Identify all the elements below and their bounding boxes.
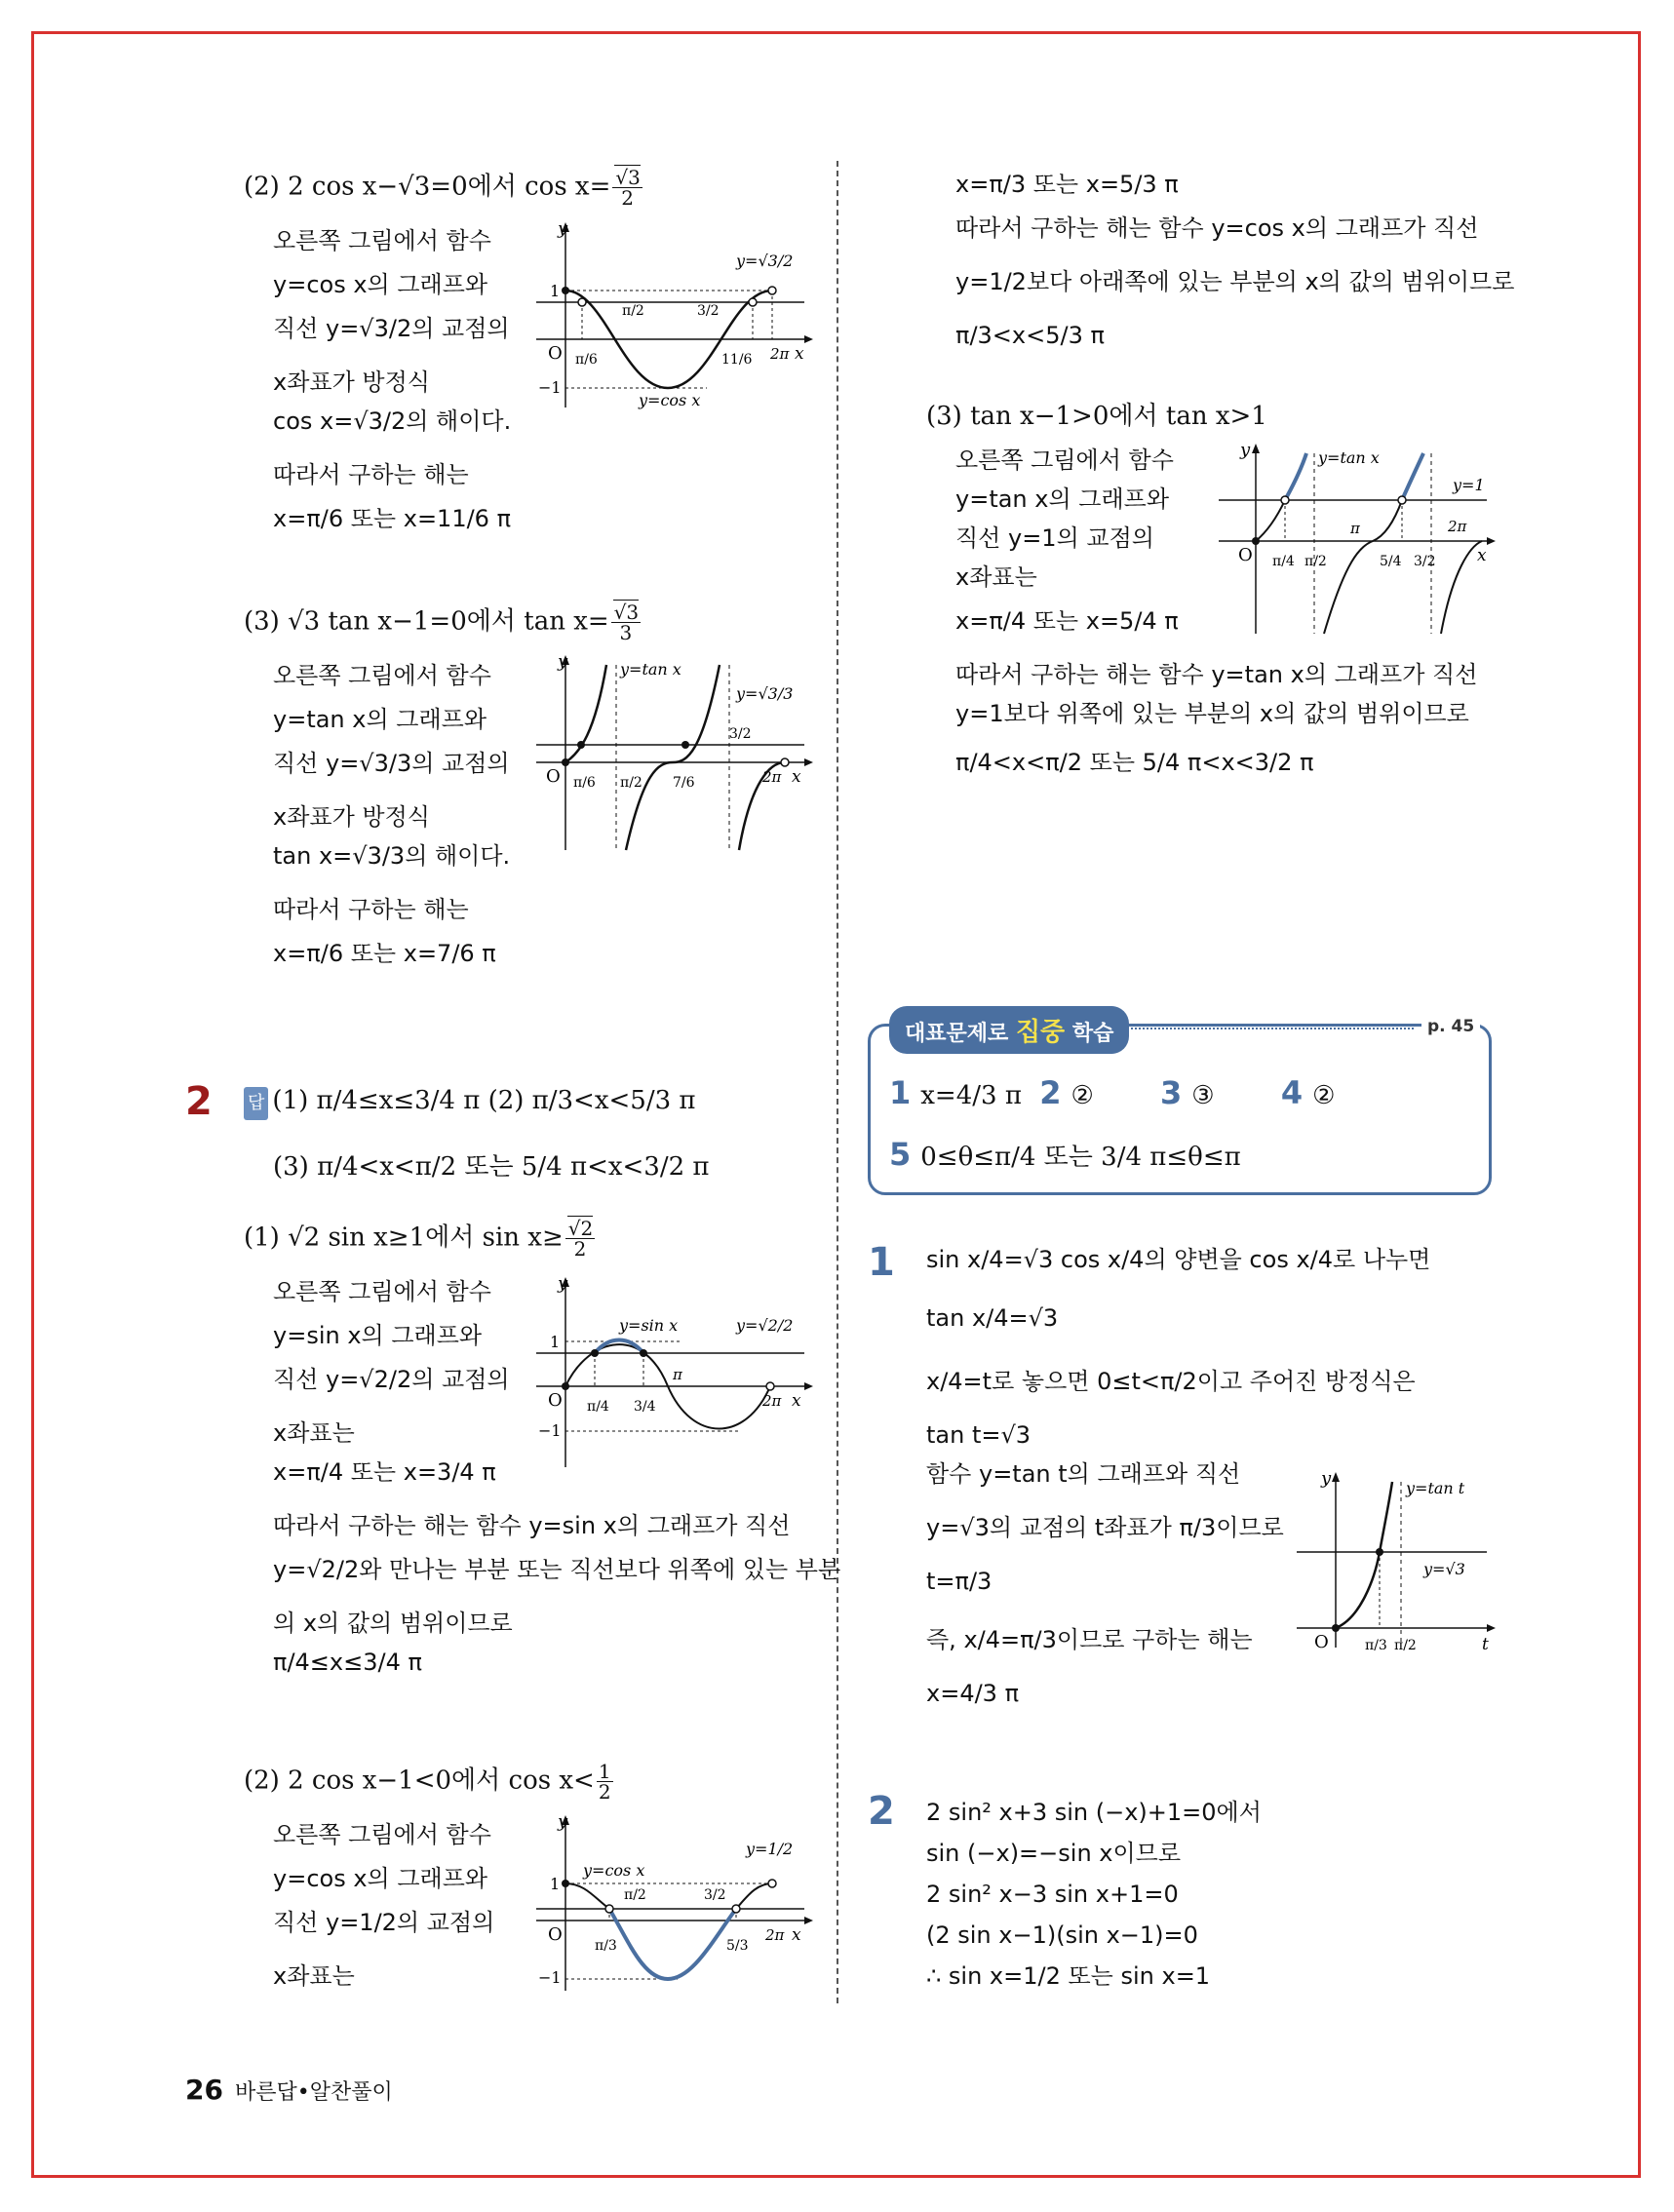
svg-text:π/4: π/4: [1272, 554, 1295, 569]
svg-text:O: O: [546, 766, 561, 787]
text-line: 오른쪽 그림에서 함수: [273, 662, 491, 689]
svg-text:2π: 2π: [762, 768, 782, 786]
solution-1-number: 1: [868, 1240, 895, 1285]
text-line: π/4≤x≤3/4 π: [273, 1649, 422, 1676]
text-line: tan t=√3: [926, 1421, 1032, 1449]
svg-text:3/4: 3/4: [634, 1399, 656, 1415]
text-line: y=√3의 교점의 t좌표가 π/3이므로: [926, 1514, 1284, 1541]
svg-text:11/6: 11/6: [721, 352, 753, 368]
svg-text:−1: −1: [538, 378, 562, 397]
svg-text:x: x: [792, 1391, 801, 1411]
text-line: y=√2/2와 만나는 부분 또는 직선보다 위쪽에 있는 부분: [273, 1556, 841, 1583]
svg-text:−1: −1: [538, 1421, 562, 1440]
svg-text:1: 1: [550, 282, 561, 300]
text-line: sin (−x)=−sin x이므로: [926, 1840, 1182, 1867]
svg-text:O: O: [548, 1924, 563, 1945]
text-line: 따라서 구하는 해는 함수 y=tan x의 그래프가 직선: [955, 661, 1478, 688]
svg-text:π/2: π/2: [624, 1887, 646, 1903]
text-line: x=π/4 또는 x=3/4 π: [273, 1458, 496, 1486]
svg-text:y: y: [1321, 1472, 1332, 1489]
svg-text:2π: 2π: [770, 345, 790, 363]
svg-text:y=√2/2: y=√2/2: [736, 1316, 794, 1335]
box-row2: 5 0≤θ≤π/4 또는 3/4 π≤θ≤π: [889, 1136, 1241, 1173]
svg-text:3/2: 3/2: [697, 303, 720, 319]
text-line: 함수 y=tan t의 그래프와 직선: [926, 1460, 1241, 1488]
text-line: 직선 y=√2/2의 교점의: [273, 1366, 510, 1393]
svg-text:π/2: π/2: [622, 303, 644, 319]
svg-text:x: x: [1477, 546, 1487, 565]
right-p3-head: (3) tan x−1>0에서 tan x>1: [926, 402, 1267, 431]
text-line: x좌표는: [955, 563, 1037, 591]
text-line: (2 sin x−1)(sin x−1)=0: [926, 1921, 1198, 1949]
text-line: y=tan x의 그래프와: [955, 485, 1170, 513]
svg-text:−1: −1: [538, 1968, 562, 1987]
svg-text:t: t: [1482, 1635, 1489, 1652]
svg-text:x: x: [792, 767, 801, 787]
svg-text:5/3: 5/3: [726, 1938, 749, 1954]
svg-text:2π: 2π: [765, 1926, 785, 1944]
text-line: x좌표는: [273, 1962, 355, 1990]
left-p3-head: (3) √3 tan x−1=0에서 tan x= $\frac{√3}{3}$: [244, 601, 640, 644]
text-line: π/3<x<5/3 π: [955, 322, 1105, 349]
text-line: 오른쪽 그림에서 함수: [273, 1821, 491, 1848]
cos-graph-2: [536, 1815, 819, 1996]
svg-text:y=sin x: y=sin x: [619, 1316, 679, 1335]
svg-text:O: O: [548, 1390, 563, 1411]
text-line: 오른쪽 그림에서 함수: [273, 227, 491, 254]
answer-badge: 답: [244, 1087, 268, 1120]
left-p2-head: (2) 2 cos x−√3=0에서 cos x= $\frac{√3}{2}$: [244, 166, 641, 210]
svg-text:y=1: y=1: [1453, 476, 1485, 494]
q2-answer-line2: (3) π/4<x<π/2 또는 5/4 π<x<3/2 π: [273, 1152, 710, 1182]
q2-2-head: (2) 2 cos x−1<0에서 cos x< $\frac{1}{2}$: [244, 1760, 611, 1804]
q2-1-head: (1) √2 sin x≥1에서 sin x≥ $\frac{√2}{2}$: [244, 1217, 594, 1261]
text-line: y=1/2보다 아래쪽에 있는 부분의 x의 값의 범위이므로: [955, 268, 1515, 295]
tan-graph-2: [1219, 444, 1501, 639]
svg-text:y: y: [1240, 444, 1251, 460]
text-line: x/4=t로 놓으면 0≤t<π/2이고 주어진 방정식은: [926, 1368, 1416, 1395]
text-line: y=cos x의 그래프와: [273, 1865, 488, 1892]
text-line: 따라서 구하는 해는: [273, 896, 469, 923]
text-line: 즉, x/4=π/3이므로 구하는 해는: [926, 1626, 1253, 1653]
text-line: x=4/3 π: [926, 1680, 1020, 1707]
text-line: 따라서 구하는 해는 함수 y=sin x의 그래프가 직선: [273, 1512, 791, 1539]
text-line: y=1보다 위쪽에 있는 부분의 x의 값의 범위이므로: [955, 700, 1469, 727]
sin-graph-1: [536, 1277, 819, 1472]
text-line: ∴ sin x=1/2 또는 sin x=1: [926, 1962, 1211, 1990]
svg-text:π: π: [673, 1366, 682, 1383]
svg-text:3/2: 3/2: [729, 726, 752, 742]
tan-t-graph: [1297, 1472, 1501, 1652]
svg-text:x: x: [795, 344, 804, 364]
svg-text:y=√3: y=√3: [1423, 1560, 1465, 1578]
svg-text:y=tan t: y=tan t: [1406, 1479, 1465, 1497]
svg-text:y=1/2: y=1/2: [746, 1840, 794, 1858]
svg-text:1: 1: [550, 1333, 561, 1351]
svg-text:π/3: π/3: [1365, 1638, 1387, 1652]
text-line: tan x=√3/3의 해이다.: [273, 842, 511, 870]
box-title-dots: [1092, 1028, 1414, 1029]
box-page-ref: p. 45: [1421, 1017, 1480, 1036]
svg-text:π/4: π/4: [587, 1399, 609, 1415]
svg-text:5/4: 5/4: [1380, 554, 1402, 569]
solution-2-number: 2: [868, 1789, 895, 1834]
q2-answer-line1: 답 (1) π/4≤x≤3/4 π (2) π/3<x<5/3 π: [244, 1084, 695, 1120]
text-line: y=tan x의 그래프와: [273, 706, 487, 733]
cos-graph-1: [536, 222, 819, 412]
svg-text:y=cos x: y=cos x: [583, 1861, 645, 1880]
text-line: x좌표가 방정식: [273, 803, 430, 831]
svg-text:y=√3/3: y=√3/3: [736, 684, 794, 703]
svg-text:y: y: [558, 655, 568, 672]
svg-text:π/2: π/2: [1304, 554, 1327, 569]
svg-text:π: π: [1350, 520, 1360, 537]
svg-text:y: y: [558, 1277, 568, 1294]
text-line: cos x=√3/2의 해이다.: [273, 407, 512, 435]
text-line: x=π/4 또는 x=5/4 π: [955, 607, 1179, 635]
svg-text:O: O: [1238, 545, 1253, 565]
text-line: x=π/6 또는 x=7/6 π: [273, 940, 496, 967]
text-line: 2 sin² x−3 sin x+1=0: [926, 1881, 1179, 1908]
text-line: π/4<x<π/2 또는 5/4 π<x<3/2 π: [955, 749, 1314, 776]
svg-text:2π: 2π: [1448, 518, 1467, 535]
text-line: x=π/3 또는 x=5/3 π: [955, 171, 1179, 198]
svg-text:y: y: [558, 222, 568, 239]
column-divider: [837, 161, 838, 2003]
svg-text:O: O: [1314, 1632, 1329, 1652]
text-line: 따라서 구하는 해는 함수 y=cos x의 그래프가 직선: [955, 214, 1479, 242]
text-line: sin x/4=√3 cos x/4의 양변을 cos x/4로 나누면: [926, 1246, 1431, 1273]
text-line: y=cos x의 그래프와: [273, 271, 488, 298]
text-line: 의 x의 값의 범위이므로: [273, 1610, 513, 1637]
text-line: 직선 y=√3/2의 교점의: [273, 315, 510, 342]
svg-text:3/2: 3/2: [1414, 554, 1436, 569]
svg-text:x: x: [792, 1925, 801, 1945]
text-line: t=π/3: [926, 1568, 993, 1595]
text-line: 직선 y=1의 교점의: [955, 524, 1154, 552]
text-line: x좌표가 방정식: [273, 369, 430, 396]
text-line: 오른쪽 그림에서 함수: [955, 446, 1174, 474]
svg-text:π/2: π/2: [1394, 1638, 1417, 1652]
svg-text:y=cos x: y=cos x: [639, 391, 701, 409]
question-2-number: 2: [185, 1079, 213, 1124]
svg-text:π/2: π/2: [620, 775, 642, 791]
text-line: y=sin x의 그래프와: [273, 1322, 483, 1349]
text-line: 2 sin² x+3 sin (−x)+1=0에서: [926, 1799, 1262, 1826]
svg-text:π/6: π/6: [575, 352, 598, 368]
text-line: x좌표는: [273, 1419, 355, 1447]
svg-text:O: O: [548, 343, 563, 364]
svg-text:y=√3/2: y=√3/2: [736, 252, 794, 270]
text-line: x=π/6 또는 x=11/6 π: [273, 505, 512, 532]
page-footer: 26 바른답•알찬풀이: [185, 2074, 393, 2106]
box-row1: 1 x=4/3 π 2 ② 3 ③ 4 ②: [889, 1074, 1336, 1111]
svg-text:y=tan x: y=tan x: [620, 660, 681, 679]
svg-text:3/2: 3/2: [704, 1887, 726, 1903]
svg-text:1: 1: [550, 1875, 561, 1893]
svg-text:y=tan x: y=tan x: [1318, 448, 1380, 467]
box-title: 대표문제로 집중 학습: [889, 1006, 1129, 1054]
svg-text:y: y: [558, 1815, 568, 1832]
svg-text:7/6: 7/6: [673, 775, 695, 791]
text-line: tan x/4=√3: [926, 1304, 1059, 1332]
text-line: 따라서 구하는 해는: [273, 461, 469, 488]
svg-text:π/3: π/3: [595, 1938, 617, 1954]
tan-graph-1: [536, 655, 819, 855]
svg-text:π/6: π/6: [573, 775, 596, 791]
text-line: 오른쪽 그림에서 함수: [273, 1278, 491, 1305]
text-line: 직선 y=√3/3의 교점의: [273, 750, 510, 777]
svg-text:2π: 2π: [762, 1392, 782, 1410]
text-line: 직선 y=1/2의 교점의: [273, 1909, 495, 1936]
